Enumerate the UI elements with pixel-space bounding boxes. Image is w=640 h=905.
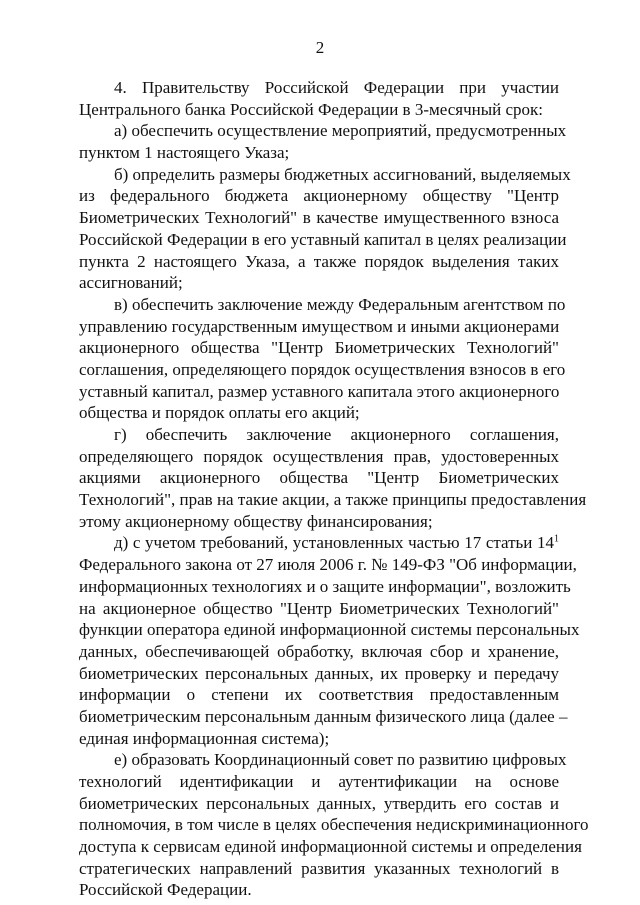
page-number: 2 — [315, 38, 325, 57]
text-line: управлению государственным имуществом и иными акционерами — [79, 316, 560, 336]
text-line: Федерального закона от 27 июля 2006 г. № 149-ФЗ "Об информации, — [79, 555, 577, 575]
text-line: а) обеспечить осуществление мероприятий, предусмотренных — [114, 121, 567, 141]
text-line: из федерального бюджета акционерному обществу "Центр — [79, 186, 559, 206]
text-line: информационных технологиях и о защите информации", возложить — [79, 576, 571, 596]
text-line: пункта 2 настоящего Указа, а также порядок выделения таких — [79, 251, 559, 271]
text-line: б) определить размеры бюджетных ассигнований, выделяемых — [114, 164, 571, 184]
text-line: Российской Федерации. — [79, 880, 252, 900]
paragraph — [79, 120, 567, 163]
text-line: д) с учетом требований, установленных частью 17 статьи $14^1$ — [114, 533, 559, 553]
text-line: 4. Правительству Российской Федерации при участии — [114, 78, 559, 97]
text-line: доступа к сервисам единой информационной системы и определения — [79, 837, 582, 857]
text-line: биометрических персональных данных, утвердить его состав и — [79, 793, 559, 813]
text-line: полномочия, в том числе в целях обеспечения недискриминационного — [79, 815, 589, 835]
text-line: акционерного общества "Центр Биометрических Технологий" — [79, 338, 559, 358]
text-line: единая информационная система); — [79, 728, 330, 748]
paragraph — [79, 532, 580, 749]
text-line: Технологий", прав на такие акции, а также принципы предоставления — [79, 490, 587, 510]
text-line: уставный капитал, размер уставного капитала этого акционерного — [79, 381, 560, 401]
text-line: биометрическим персональным данным физического лица (далее – — [79, 706, 568, 726]
text-line: стратегических направлений развития указанных технологий в — [79, 858, 559, 878]
text-line: функции оператора единой информационной системы персональных — [79, 620, 580, 640]
text-line: ассигнований; — [79, 273, 183, 293]
text-line: информации о степени их соответствия предоставленным — [79, 685, 559, 705]
paragraph — [79, 424, 587, 532]
text-line: биометрических персональных данных, их проверку и передачу — [79, 663, 559, 683]
text-line: г) обеспечить заключение акционерного соглашения, — [114, 425, 559, 444]
text-line: технологий идентификации и аутентификации на основе — [79, 772, 559, 791]
text-line: пунктом 1 настоящего Указа; — [79, 143, 290, 163]
paragraph — [79, 77, 559, 120]
paragraph — [79, 749, 589, 901]
text-line: на акционерное общество "Центр Биометрических Технологий" — [79, 598, 559, 618]
text-line: е) образовать Координационный совет по развитию цифровых — [114, 750, 567, 770]
text-line: Биометрических Технологий" в качестве имущественного взноса — [79, 208, 559, 228]
paragraph — [79, 164, 571, 294]
text-line: общества и порядок оплаты его акций; — [79, 403, 360, 423]
text-line: данных, обеспечивающей обработку, включая сбор и хранение, — [79, 641, 559, 661]
text-line: этому акционерному обществу финансирования; — [79, 511, 433, 531]
document-body — [79, 77, 589, 901]
paragraph — [79, 294, 566, 424]
text-line: Российской Федерации в его уставный капитал в целях реализации — [79, 229, 567, 249]
text-line: Центрального банка Российской Федерации в 3-месячный срок: — [79, 99, 544, 119]
text-line: соглашения, определяющего порядок осуществления взносов в его — [79, 359, 566, 379]
text-line: в) обеспечить заключение между Федеральным агентством по — [114, 294, 566, 314]
superscript: 1 — [554, 533, 559, 545]
text-line: акциями акционерного общества "Центр Биометрических — [79, 468, 559, 488]
text-line: определяющего порядок осуществления прав, удостоверенных — [79, 446, 559, 466]
